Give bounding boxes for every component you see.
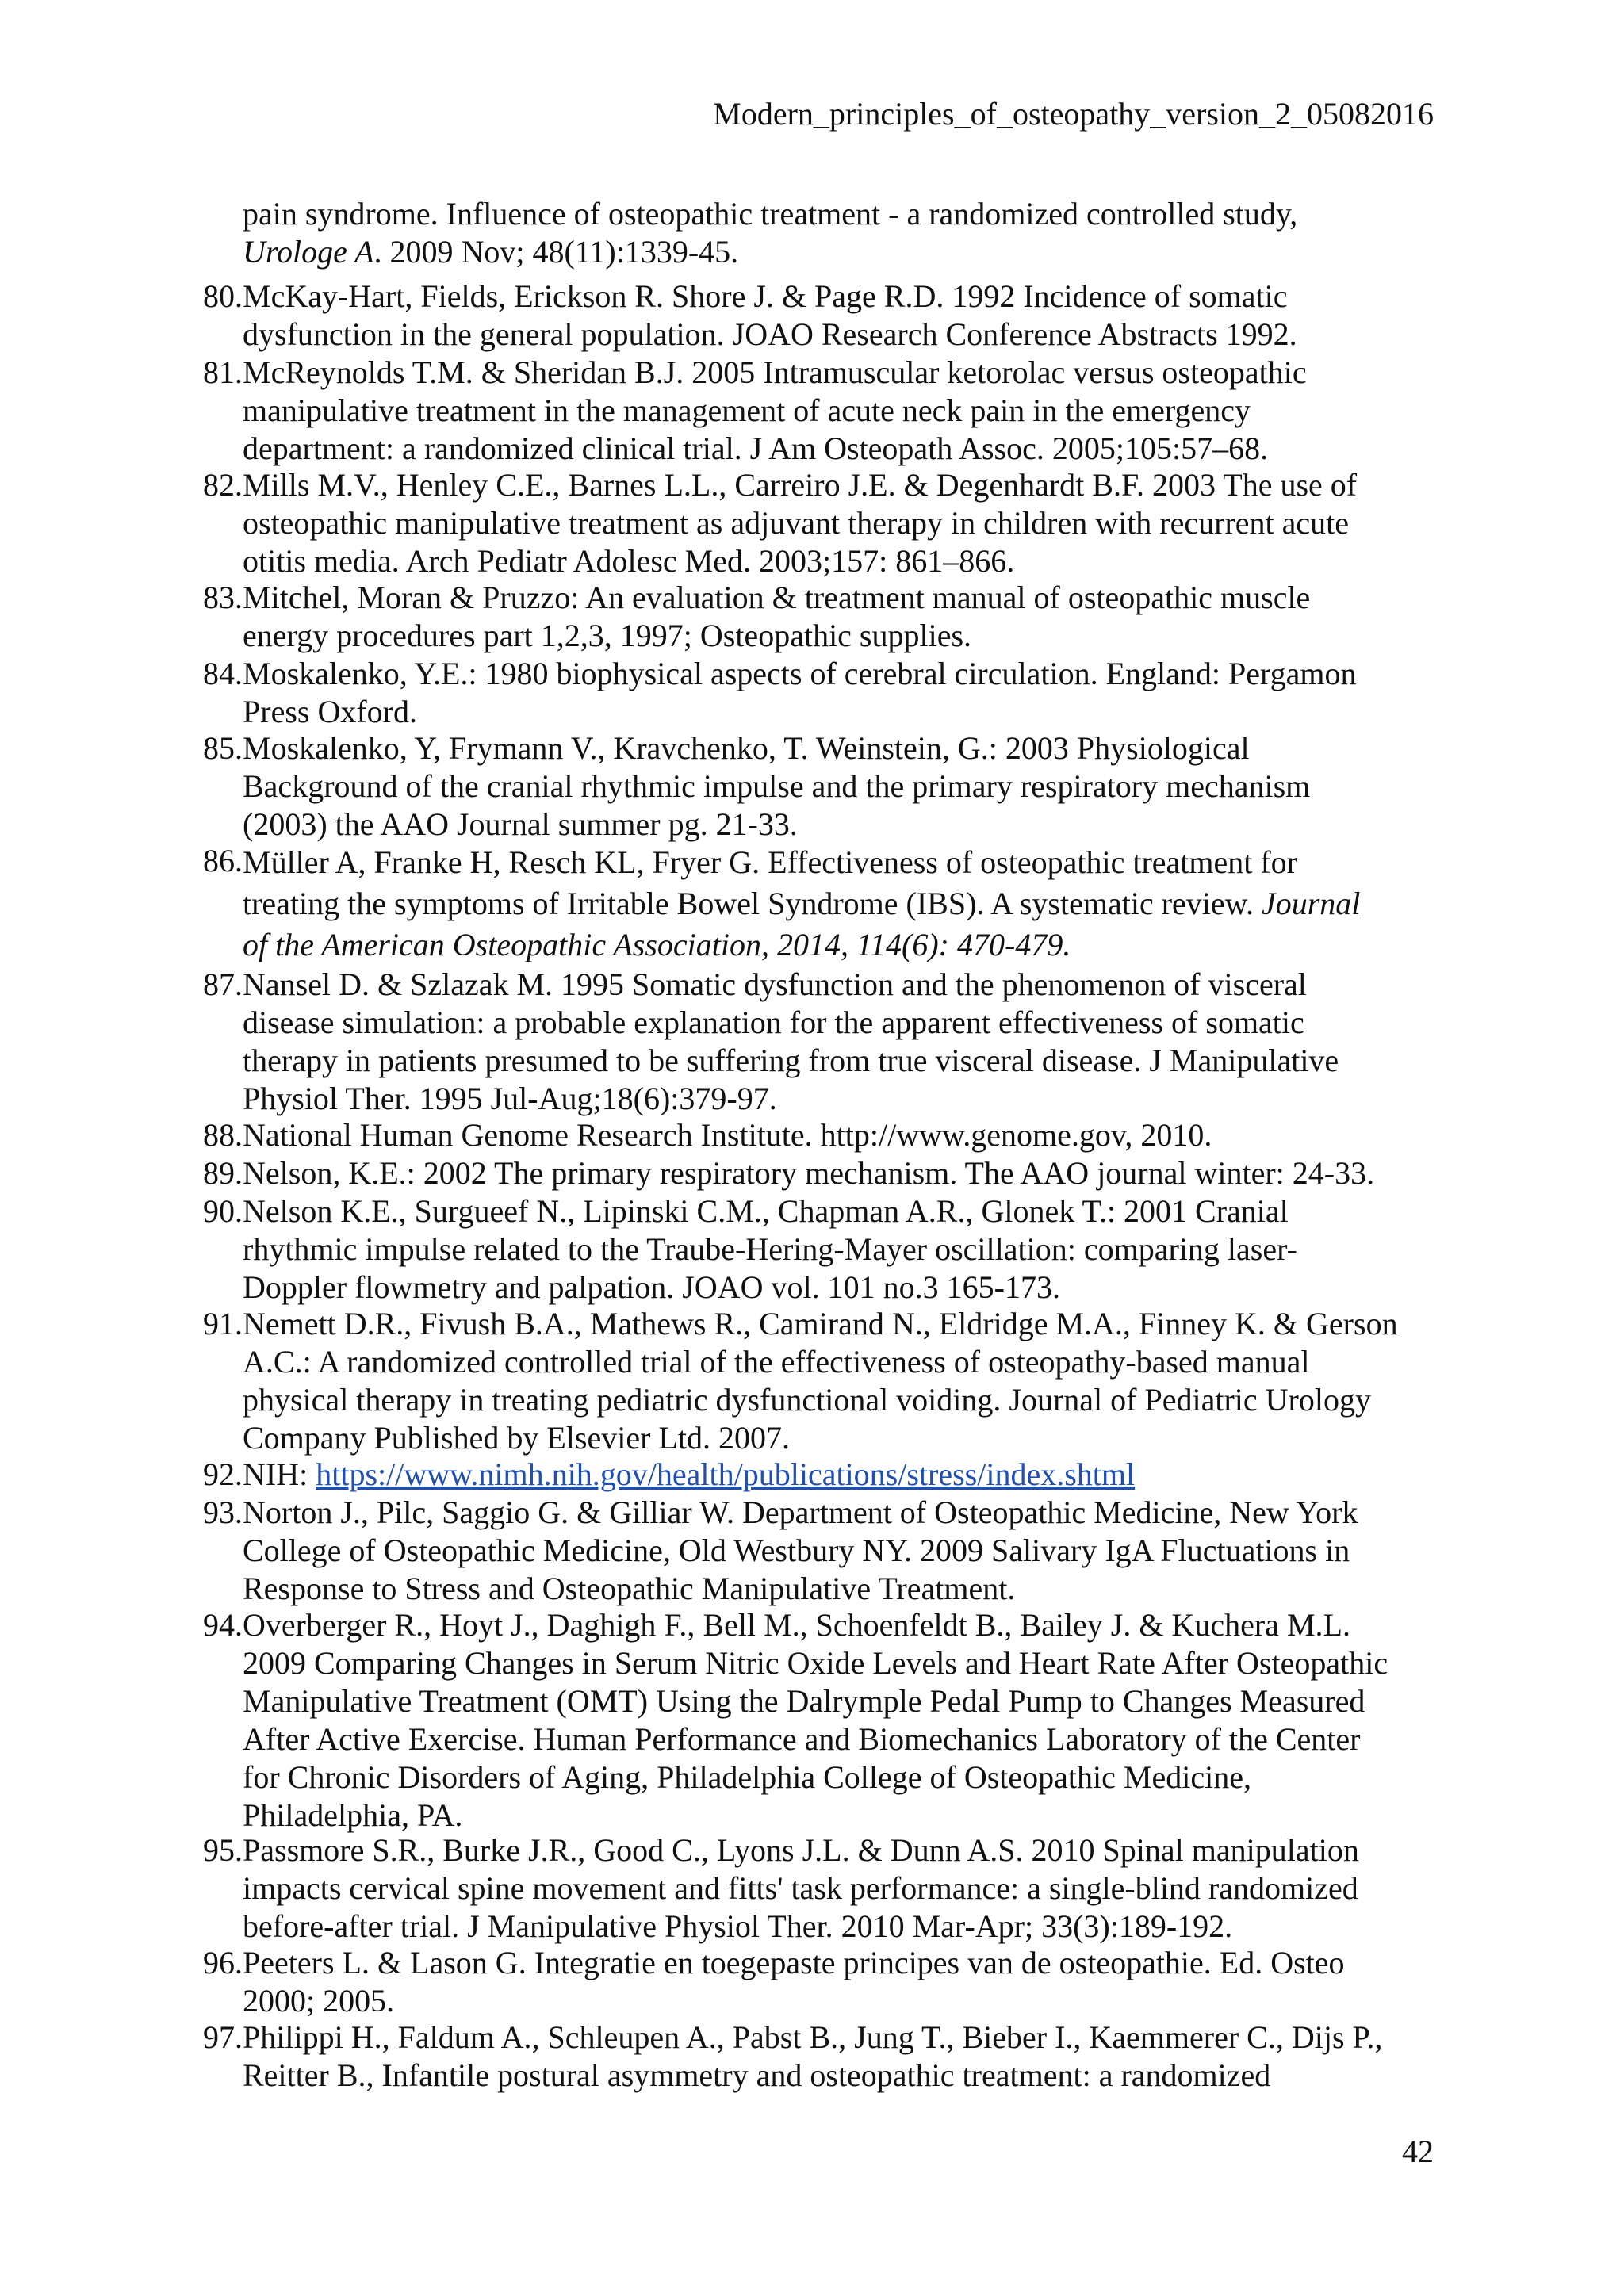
reference-line: Nansel D. & Szlazak M. 1995 Somatic dysfunction and the phenomenon of visceral: [243, 966, 1307, 1002]
reference-continuation: [243, 195, 1448, 271]
reference-number: 82.: [203, 467, 243, 503]
reference-number: 93.: [203, 1494, 243, 1530]
reference-line: disease simulation: a probable explanation for the apparent effectiveness of somatic: [243, 1004, 1304, 1040]
reference-81: [243, 354, 1448, 468]
reference-91: [243, 1305, 1448, 1457]
journal-name: Urologe A: [243, 234, 374, 270]
reference-97: [243, 2019, 1448, 2095]
reference-number: 81.: [203, 354, 243, 390]
reference-line: Response to Stress and Osteopathic Manipulative Treatment.: [243, 1571, 1016, 1606]
reference-number: 83.: [203, 580, 243, 615]
reference-number: 97.: [203, 2019, 243, 2055]
reference-line: osteopathic manipulative treatment as adjuvant therapy in children with recurrent acute: [243, 505, 1350, 541]
reference-line: Müller A, Franke H, Resch KL, Fryer G. Effectiveness of osteopathic treatment for: [243, 844, 1297, 880]
reference-number: 84.: [203, 656, 243, 691]
reference-line: Philadelphia, PA.: [243, 1797, 463, 1833]
reference-line: manipulative treatment in the management of acute neck pain in the emergency: [243, 392, 1251, 428]
reference-line: Mills M.V., Henley C.E., Barnes L.L., Carreiro J.E. & Degenhardt B.F. 2003 The use of: [243, 467, 1358, 503]
reference-prefix: NIH:: [243, 1456, 316, 1492]
reference-line: Background of the cranial rhythmic impulse and the primary respiratory mechanism: [243, 768, 1311, 804]
reference-line: Passmore S.R., Burke J.R., Good C., Lyons J.L. & Dunn A.S. 2010 Spinal manipulation: [243, 1832, 1359, 1868]
reference-line: Peeters L. & Lason G. Integratie en toegepaste principes van de osteopathie. Ed. Osteo: [243, 1945, 1345, 1980]
reference-line: McKay-Hart, Fields, Erickson R. Shore J. & Page R.D. 1992 Incidence of somatic: [243, 278, 1288, 314]
reference-line: Physiol Ther. 1995 Jul-Aug;18(6):379-97.: [243, 1081, 777, 1116]
reference-line: department: a randomized clinical trial. J Am Osteopath Assoc. 2005;105:57–68.: [243, 430, 1269, 466]
reference-number: 88.: [203, 1117, 243, 1153]
reference-88: [243, 1116, 1448, 1154]
reference-line-text: treating the symptoms of Irritable Bowel Syndrome (IBS). A systematic review.: [243, 886, 1262, 921]
reference-line: Reitter B., Infantile postural asymmetry and osteopathic treatment: a randomized: [243, 2057, 1271, 2093]
reference-95: [243, 1831, 1448, 1946]
reference-96: [243, 1944, 1448, 2020]
reference-number: 95.: [203, 1832, 243, 1868]
reference-90: [243, 1192, 1448, 1307]
reference-line: therapy in patients presumed to be suffering from true visceral disease. J Manipulative: [243, 1043, 1339, 1078]
reference-line: A.C.: A randomized controlled trial of the effectiveness of osteopathy-based manual: [243, 1344, 1310, 1380]
reference-86: [243, 842, 1448, 966]
reference-line: McReynolds T.M. & Sheridan B.J. 2005 Intramuscular ketorolac versus osteopathic: [243, 354, 1307, 390]
reference-85: [243, 729, 1448, 844]
reference-number: 96.: [203, 1945, 243, 1980]
reference-line: Mitchel, Moran & Pruzzo: An evaluation & treatment manual of osteopathic muscle: [243, 580, 1311, 615]
reference-number: 90.: [203, 1193, 243, 1229]
reference-line: Overberger R., Hoyt J., Daghigh F., Bell M., Schoenfeldt B., Bailey J. & Kuchera M.L.: [243, 1607, 1350, 1643]
reference-line: [243, 883, 1448, 924]
reference-line: [243, 233, 1448, 271]
reference-number: 91.: [203, 1306, 243, 1341]
reference-84: [243, 655, 1448, 731]
reference-line: Nelson, K.E.: 2002 The primary respiratory mechanism. The AAO journal winter: 24-33.: [243, 1155, 1375, 1191]
reference-line: National Human Genome Research Institute. http://www.genome.gov, 2010.: [243, 1117, 1212, 1153]
reference-number: 85.: [203, 730, 243, 766]
reference-line: energy procedures part 1,2,3, 1997; Osteopathic supplies.: [243, 618, 972, 653]
reference-line: Company Published by Elsevier Ltd. 2007.: [243, 1420, 790, 1456]
page-number: 42: [1402, 2133, 1434, 2169]
journal-name: Journal: [1261, 886, 1361, 921]
reference-line: rhythmic impulse related to the Traube-Hering-Mayer oscillation: comparing laser-: [243, 1231, 1297, 1267]
reference-line: pain syndrome. Influence of osteopathic treatment - a randomized controlled study,: [243, 196, 1298, 232]
journal-name: of the American Osteopathic Association, 2014, 114(6): 470-479.: [243, 927, 1071, 962]
reference-80: [243, 277, 1448, 354]
reference-line: Moskalenko, Y, Frymann V., Kravchenko, T. Weinstein, G.: 2003 Physiological: [243, 730, 1250, 766]
reference-line: Press Oxford.: [243, 694, 417, 729]
reference-line: before-after trial. J Manipulative Physiol Ther. 2010 Mar-Apr; 33(3):189-192.: [243, 1908, 1233, 1944]
reference-93: [243, 1494, 1448, 1608]
reference-92: [243, 1456, 1448, 1494]
reference-94: [243, 1606, 1448, 1835]
reference-line: Nelson K.E., Surgueef N., Lipinski C.M., Chapman A.R., Glonek T.: 2001 Cranial: [243, 1193, 1289, 1229]
reference-number: 94.: [203, 1607, 243, 1643]
reference-line: 2009 Comparing Changes in Serum Nitric Oxide Levels and Heart Rate After Osteopathic: [243, 1645, 1388, 1681]
reference-number: 86.: [203, 843, 243, 878]
reference-line: Doppler flowmetry and palpation. JOAO vol. 101 no.3 165-173.: [243, 1269, 1060, 1305]
reference-line: Norton J., Pilc, Saggio G. & Gilliar W. Department of Osteopathic Medicine, New York: [243, 1494, 1358, 1530]
reference-line: [243, 1456, 1448, 1494]
reference-number: 80.: [203, 278, 243, 314]
reference-89: [243, 1154, 1448, 1192]
reference-line: After Active Exercise. Human Performance and Biomechanics Laboratory of the Center: [243, 1721, 1361, 1757]
reference-number: 89.: [203, 1155, 243, 1191]
reference-line: impacts cervical spine movement and fitts' task performance: a single-blind randomized: [243, 1870, 1358, 1906]
reference-line: Nemett D.R., Fivush B.A., Mathews R., Camirand N., Eldridge M.A., Finney K. & Gerson: [243, 1306, 1398, 1341]
reference-line: dysfunction in the general population. JOAO Research Conference Abstracts 1992.: [243, 316, 1297, 352]
reference-line: College of Osteopathic Medicine, Old Westbury NY. 2009 Salivary IgA Fluctuations in: [243, 1533, 1350, 1568]
reference-number: 92.: [203, 1456, 243, 1492]
reference-line: Philippi H., Faldum A., Schleupen A., Pabst B., Jung T., Bieber I., Kaemmerer C., Dijs P.,: [243, 2019, 1383, 2055]
reference-line: otitis media. Arch Pediatr Adolesc Med. 2003;157: 861–866.: [243, 543, 1015, 579]
nimh-stress-link[interactable]: https://www.nimh.nih.gov/health/publications/stress/index.shtml: [316, 1456, 1136, 1492]
reference-83: [243, 579, 1448, 655]
reference-tail: . 2009 Nov; 48(11):1339-45.: [373, 234, 739, 270]
reference-87: [243, 966, 1448, 1118]
reference-line: for Chronic Disorders of Aging, Philadelphia College of Osteopathic Medicine,: [243, 1759, 1251, 1795]
reference-number: 87.: [203, 966, 243, 1002]
reference-line: (2003) the AAO Journal summer pg. 21-33.: [243, 806, 798, 842]
reference-line: 2000; 2005.: [243, 1983, 395, 2019]
reference-line: physical therapy in treating pediatric dysfunctional voiding. Journal of Pediatric Urology: [243, 1382, 1371, 1418]
running-header: Modern_principles_of_osteopathy_version_2_05082016: [713, 96, 1434, 132]
reference-line: Manipulative Treatment (OMT) Using the Dalrymple Pedal Pump to Changes Measured: [243, 1683, 1365, 1719]
reference-82: [243, 466, 1448, 580]
reference-line: Moskalenko, Y.E.: 1980 biophysical aspects of cerebral circulation. England: Pergamon: [243, 656, 1357, 691]
